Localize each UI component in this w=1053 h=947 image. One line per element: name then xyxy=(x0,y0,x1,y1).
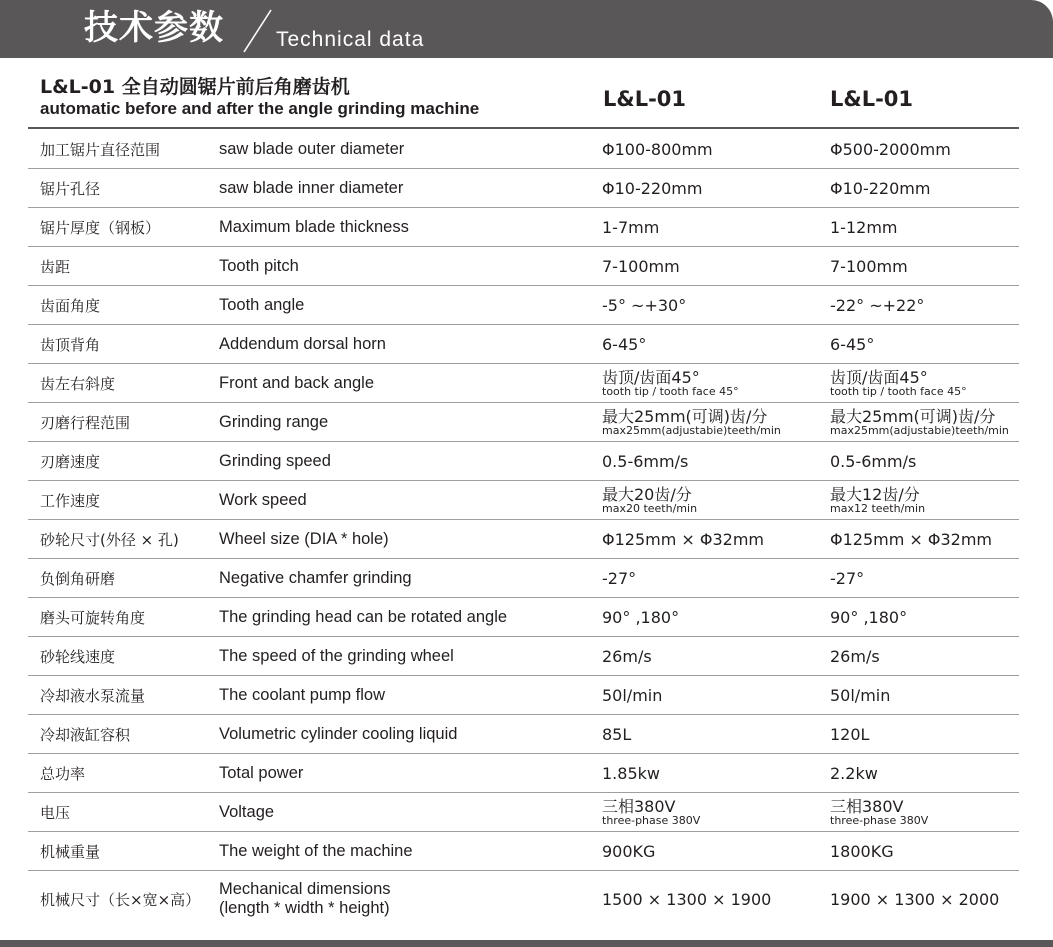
value-model-a xyxy=(602,442,830,480)
param-name-cn xyxy=(40,559,220,597)
param-name-cn xyxy=(40,676,220,714)
param-name-cn xyxy=(40,247,220,285)
table-row xyxy=(28,715,1019,754)
param-name-en xyxy=(219,130,594,168)
page-title-cn: 技术参数 xyxy=(84,8,224,48)
param-name-en xyxy=(219,286,594,324)
value-text: 最大25mm(可调)齿/分 xyxy=(830,406,996,426)
param-name-cn-text: 锯片孔径 xyxy=(40,179,101,198)
param-name-en xyxy=(219,481,594,519)
value-text: 900KG xyxy=(602,841,656,861)
table-row xyxy=(28,364,1019,403)
param-name-cn-text: 刃磨速度 xyxy=(40,452,101,471)
param-name-cn-text: 负倒角研磨 xyxy=(40,569,116,588)
value-text: 三相380V xyxy=(602,796,676,816)
param-name-en xyxy=(219,559,594,597)
value-text: 1-7mm xyxy=(602,217,660,237)
value-model-a xyxy=(602,130,830,168)
value-model-a xyxy=(602,832,830,870)
value-text: 1500 × 1300 × 1900 xyxy=(602,889,772,909)
param-name-en-text: The coolant pump flow xyxy=(219,685,386,704)
table-row xyxy=(28,637,1019,676)
param-name-cn-text: 齿距 xyxy=(40,257,71,276)
table-row xyxy=(28,286,1019,325)
table-row xyxy=(28,520,1019,559)
param-name-en-text: Tooth angle xyxy=(219,295,305,314)
param-name-en xyxy=(219,325,594,363)
spec-table xyxy=(28,130,1019,927)
value-model-b xyxy=(830,559,1053,597)
bottom-bar xyxy=(0,940,1053,947)
param-name-cn xyxy=(40,754,220,792)
param-name-cn xyxy=(40,442,220,480)
value-text: 90° ,180° xyxy=(602,607,680,627)
param-name-en-text: The weight of the machine xyxy=(219,841,413,860)
value-model-b xyxy=(830,403,1053,441)
value-model-a xyxy=(602,208,830,246)
value-model-b xyxy=(830,754,1053,792)
param-name-en-text: saw blade inner diameter xyxy=(219,178,404,197)
value-text: -5° ~+30° xyxy=(602,295,687,315)
value-subtext: max25mm(adjustabie)teeth/min xyxy=(602,423,781,437)
value-model-b xyxy=(830,247,1053,285)
value-model-b xyxy=(830,598,1053,636)
param-name-en-text: Total power xyxy=(219,763,304,782)
param-name-cn xyxy=(40,364,220,402)
param-name-en xyxy=(219,403,594,441)
param-name-cn-text: 砂轮线速度 xyxy=(40,647,116,666)
value-text: Φ125mm × Φ32mm xyxy=(830,529,993,549)
param-name-cn xyxy=(40,286,220,324)
table-row xyxy=(28,559,1019,598)
value-model-b xyxy=(830,676,1053,714)
table-row xyxy=(28,598,1019,637)
param-name-cn-text: 锯片厚度（钢板） xyxy=(40,218,161,237)
param-name-en-text: Maximum blade thickness xyxy=(219,217,409,236)
value-text: 50l/min xyxy=(830,685,891,705)
value-text: 7-100mm xyxy=(830,256,908,276)
param-name-cn-text: 齿面角度 xyxy=(40,296,101,315)
value-text: 6-45° xyxy=(830,334,875,354)
param-name-cn xyxy=(40,325,220,363)
param-name-cn-text: 加工锯片直径范围 xyxy=(40,140,161,159)
value-text: 齿顶/齿面45° xyxy=(830,367,928,387)
value-text: 最大20齿/分 xyxy=(602,484,692,504)
value-model-a xyxy=(602,871,830,927)
header-band xyxy=(0,0,1053,58)
value-model-b xyxy=(830,169,1053,207)
value-text: 26m/s xyxy=(830,646,880,666)
value-text: 90° ,180° xyxy=(830,607,908,627)
table-row xyxy=(28,832,1019,871)
value-text: 6-45° xyxy=(602,334,647,354)
value-subtext: three-phase 380V xyxy=(830,813,929,827)
value-text: 最大12齿/分 xyxy=(830,484,920,504)
value-text: 齿顶/齿面45° xyxy=(602,367,700,387)
value-model-a xyxy=(602,598,830,636)
value-subtext: max25mm(adjustabie)teeth/min xyxy=(830,423,1009,437)
param-name-cn-text: 总功率 xyxy=(40,764,86,783)
value-text: 1-12mm xyxy=(830,217,898,237)
value-subtext: tooth tip / tooth face 45° xyxy=(602,384,739,398)
param-name-cn-text: 齿左右斜度 xyxy=(40,374,116,393)
param-name-cn xyxy=(40,871,220,927)
param-name-cn xyxy=(40,598,220,636)
slash-divider-icon xyxy=(240,8,274,54)
param-name-cn xyxy=(40,793,220,831)
param-name-en xyxy=(219,832,594,870)
value-text: 最大25mm(可调)齿/分 xyxy=(602,406,768,426)
table-row xyxy=(28,793,1019,832)
param-name-en-text: Work speed xyxy=(219,490,307,509)
param-name-cn-text: 砂轮尺寸(外径 × 孔) xyxy=(40,530,179,549)
param-name-en xyxy=(219,793,594,831)
param-name-cn-text: 冷却液缸容积 xyxy=(40,725,131,744)
value-model-a xyxy=(602,559,830,597)
product-title xyxy=(40,76,479,120)
param-name-en-text: Mechanical dimensions xyxy=(219,880,391,898)
param-name-en-text: Front and back angle xyxy=(219,373,375,392)
param-name-en-text: Voltage xyxy=(219,802,275,821)
value-model-a xyxy=(602,325,830,363)
value-model-b xyxy=(830,481,1053,519)
param-name-cn xyxy=(40,637,220,675)
value-model-b xyxy=(830,520,1053,558)
param-name-cn-text: 电压 xyxy=(40,803,71,822)
param-name-en-text: The grinding head can be rotated angle xyxy=(219,607,508,626)
value-model-a xyxy=(602,247,830,285)
param-name-cn xyxy=(40,403,220,441)
param-name-en xyxy=(219,715,594,753)
param-name-cn xyxy=(40,130,220,168)
param-name-en xyxy=(219,442,594,480)
param-name-cn xyxy=(40,715,220,753)
value-model-a xyxy=(602,637,830,675)
param-name-en xyxy=(219,637,594,675)
param-name-cn-text: 机械重量 xyxy=(40,842,101,861)
param-name-en-text: Grinding speed xyxy=(219,451,331,470)
table-row xyxy=(28,130,1019,169)
value-model-a xyxy=(602,793,830,831)
param-name-en-text: Wheel size (DIA * hole) xyxy=(219,529,389,548)
table-row xyxy=(28,442,1019,481)
param-name-en xyxy=(219,169,594,207)
value-text: 85L xyxy=(602,724,632,744)
header-rule xyxy=(28,127,1019,129)
value-model-b xyxy=(830,130,1053,168)
table-row xyxy=(28,325,1019,364)
param-name-cn-text: 冷却液水泵流量 xyxy=(40,686,146,705)
value-model-b xyxy=(830,364,1053,402)
param-name-en-text: saw blade outer diameter xyxy=(219,139,405,158)
value-model-a xyxy=(602,481,830,519)
value-text: 0.5-6mm/s xyxy=(602,451,689,471)
param-name-en-text: Negative chamfer grinding xyxy=(219,568,412,587)
page-title-en: Technical data xyxy=(276,28,425,51)
value-model-b xyxy=(830,832,1053,870)
param-name-en xyxy=(219,208,594,246)
table-row xyxy=(28,481,1019,520)
value-text: Φ100-800mm xyxy=(602,139,713,159)
value-model-a xyxy=(602,754,830,792)
value-text: 50l/min xyxy=(602,685,663,705)
param-name-cn-text: 磨头可旋转角度 xyxy=(40,608,146,627)
value-text: -27° xyxy=(602,568,637,588)
table-row xyxy=(28,403,1019,442)
value-model-b xyxy=(830,637,1053,675)
value-model-a xyxy=(602,403,830,441)
param-name-en-text: Volumetric cylinder cooling liquid xyxy=(219,724,458,743)
param-name-cn xyxy=(40,208,220,246)
model-column-a-header: L&L-01 xyxy=(603,87,687,111)
value-text: 三相380V xyxy=(830,796,904,816)
value-text: -27° xyxy=(830,568,865,588)
value-text: 7-100mm xyxy=(602,256,680,276)
value-model-b xyxy=(830,325,1053,363)
value-text: -22° ~+22° xyxy=(830,295,925,315)
param-name-cn-text: 工作速度 xyxy=(40,491,101,510)
value-text: 120L xyxy=(830,724,870,744)
product-name-en: automatic before and after the angle grinding machine xyxy=(40,99,480,118)
value-model-b xyxy=(830,442,1053,480)
value-model-a xyxy=(602,676,830,714)
param-name-cn-text: 齿顶背角 xyxy=(40,335,101,354)
param-name-cn-text: 机械尺寸（长×宽×高） xyxy=(40,890,201,909)
param-name-en xyxy=(219,754,594,792)
value-model-b xyxy=(830,208,1053,246)
model-column-b-header: L&L-01 xyxy=(830,87,914,111)
param-name-en xyxy=(219,598,594,636)
value-text: 26m/s xyxy=(602,646,652,666)
table-row xyxy=(28,871,1019,927)
value-model-a xyxy=(602,169,830,207)
param-name-cn xyxy=(40,832,220,870)
value-model-a xyxy=(602,715,830,753)
param-name-en xyxy=(219,871,594,927)
value-text: 2.2kw xyxy=(830,763,878,783)
value-text: Φ10-220mm xyxy=(830,178,931,198)
value-text: 1800KG xyxy=(830,841,894,861)
product-name-cn: L&L-01 全自动圆锯片前后角磨齿机 xyxy=(40,76,350,98)
param-name-cn-text: 刃磨行程范围 xyxy=(40,413,131,432)
param-name-en-text: Tooth pitch xyxy=(219,256,299,275)
value-subtext: max20 teeth/min xyxy=(602,501,698,515)
value-model-a xyxy=(602,520,830,558)
param-name-cn xyxy=(40,169,220,207)
value-model-b xyxy=(830,871,1053,927)
param-name-cn xyxy=(40,520,220,558)
table-row xyxy=(28,169,1019,208)
value-model-b xyxy=(830,715,1053,753)
param-name-en xyxy=(219,520,594,558)
value-subtext: max12 teeth/min xyxy=(830,501,926,515)
value-text: 0.5-6mm/s xyxy=(830,451,917,471)
param-name-en-text-2: (length * width * height) xyxy=(219,899,390,917)
value-model-a xyxy=(602,364,830,402)
value-text: 1.85kw xyxy=(602,763,660,783)
param-name-en-text: The speed of the grinding wheel xyxy=(219,646,454,665)
value-text: Φ10-220mm xyxy=(602,178,703,198)
param-name-cn xyxy=(40,481,220,519)
value-subtext: tooth tip / tooth face 45° xyxy=(830,384,967,398)
table-row xyxy=(28,754,1019,793)
value-model-b xyxy=(830,793,1053,831)
table-row xyxy=(28,676,1019,715)
table-row xyxy=(28,208,1019,247)
value-text: Φ125mm × Φ32mm xyxy=(602,529,765,549)
value-model-b xyxy=(830,286,1053,324)
value-subtext: three-phase 380V xyxy=(602,813,701,827)
param-name-en xyxy=(219,247,594,285)
value-text: Φ500-2000mm xyxy=(830,139,951,159)
value-model-a xyxy=(602,286,830,324)
value-text: 1900 × 1300 × 2000 xyxy=(830,889,1000,909)
param-name-en xyxy=(219,676,594,714)
param-name-en xyxy=(219,364,594,402)
param-name-en-text: Addendum dorsal horn xyxy=(219,334,386,353)
param-name-en-text: Grinding range xyxy=(219,412,329,431)
table-row xyxy=(28,247,1019,286)
